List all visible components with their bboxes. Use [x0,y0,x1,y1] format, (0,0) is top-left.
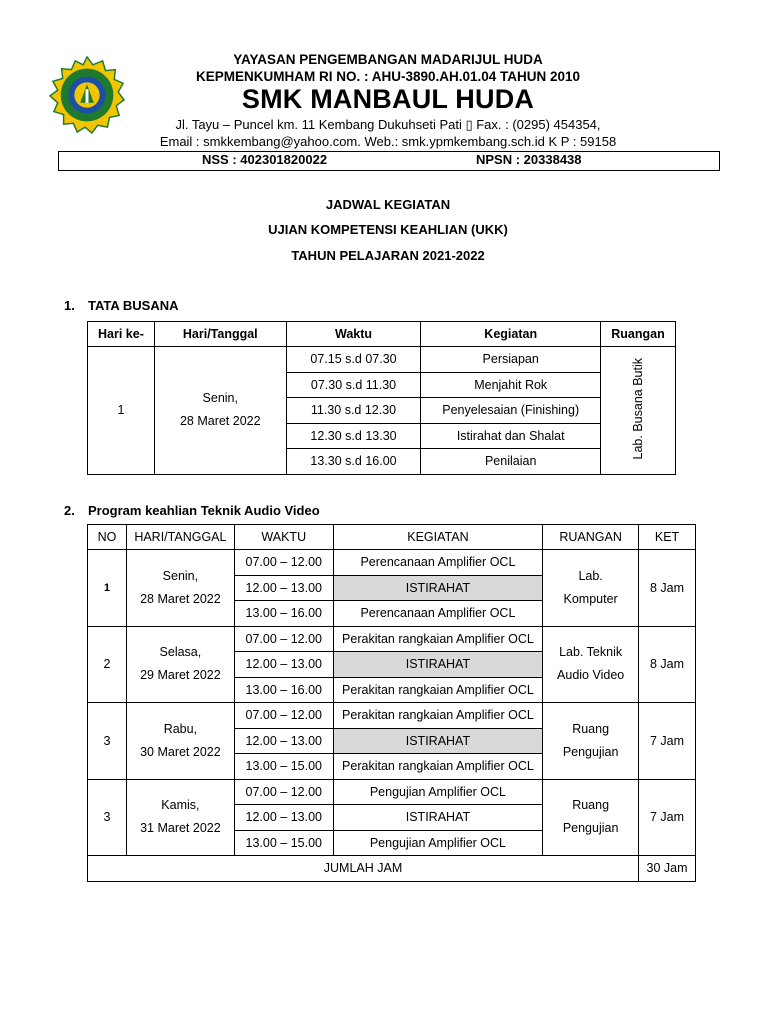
room-cell [543,626,639,703]
activity-cell: Perakitan rangkaian Amplifier OCL [333,703,543,729]
activity-cell: Perencanaan Amplifier OCL [333,550,543,576]
section-2-title: Program keahlian Teknik Audio Video [88,503,320,518]
time-cell: 07.30 s.d 11.30 [286,372,421,398]
date-cell [126,550,234,627]
time-cell: 13.00 – 15.00 [234,830,333,856]
time-cell: 12.00 – 13.00 [234,805,333,831]
doc-year: TAHUN PELAJARAN 2021-2022 [291,248,485,263]
activity-cell: Pengujian Amplifier OCL [333,779,543,805]
no-cell: 1 [88,550,127,627]
table-row [88,703,696,729]
date-cell [126,703,234,780]
time-cell: 13.00 – 15.00 [234,754,333,780]
activity-cell-break: ISTIRAHAT [333,575,543,601]
room-line: Komputer [563,591,618,606]
tata-busana-table [87,321,676,475]
table-row [88,347,676,373]
room-cell [543,779,639,856]
room-cell [543,550,639,627]
activity-cell: Pengujian Amplifier OCL [333,830,543,856]
audio-video-table [87,524,696,882]
nss-npsn-box [58,151,720,171]
activity-cell-break: ISTIRAHAT [333,805,543,831]
column-header: Hari ke- [88,322,155,347]
ket-cell: 8 Jam [639,550,696,627]
activity-cell: Menjahit Rok [421,372,601,398]
table-row [88,779,696,805]
time-cell: 12.30 s.d 13.30 [286,423,421,449]
time-cell: 11.30 s.d 12.30 [286,398,421,424]
room-line: Lab. [578,568,603,583]
date-date: 29 Maret 2022 [140,668,221,683]
column-header: KET [639,525,696,550]
section-1-number: 1. [64,298,75,313]
school-name: SMK MANBAUL HUDA [241,84,535,114]
column-header: Waktu [286,322,421,347]
ket-cell: 7 Jam [639,779,696,856]
activity-cell: Perencanaan Amplifier OCL [333,601,543,627]
time-cell: 07.00 – 12.00 [234,779,333,805]
time-cell: 12.00 – 13.00 [234,652,333,678]
doc-title: JADWAL KEGIATAN [325,197,451,212]
room-line: Lab. Teknik [559,645,623,660]
date-cell [154,347,286,475]
room-line: Audio Video [557,668,625,683]
section-1-title: TATA BUSANA [88,298,179,313]
room-cell [543,703,639,780]
activity-cell: Istirahat dan Shalat [421,423,601,449]
activity-cell-break: ISTIRAHAT [333,652,543,678]
column-header: Kegiatan [421,322,601,347]
date-date: 30 Maret 2022 [140,744,221,759]
time-cell: 13.00 – 16.00 [234,677,333,703]
total-value: 30 Jam [639,856,696,882]
column-header: NO [88,525,127,550]
activity-cell: Persiapan [421,347,601,373]
date-day: Selasa, [159,645,202,660]
school-address: Jl. Tayu – Puncel km. 11 Kembang Dukuhseti Pati ▯ Fax. : (0295) 454354, [175,117,601,132]
table-row [88,550,696,576]
column-header: HARI/TANGGAL [126,525,234,550]
time-cell: 12.00 – 13.00 [234,575,333,601]
room-line: Ruang [572,798,610,813]
total-label: JUMLAH JAM [88,856,639,882]
table-header-row [88,322,676,347]
no-cell: 3 [88,703,127,780]
date-day: Senin, [202,391,238,406]
time-cell: 07.00 – 12.00 [234,626,333,652]
total-row [88,856,696,882]
foundation-name: YAYASAN PENGEMBANGAN MADARIJUL HUDA [233,52,543,67]
no-cell: 3 [88,779,127,856]
date-cell [126,779,234,856]
table-row [88,626,696,652]
time-cell: 13.30 s.d 16.00 [286,449,421,475]
room-cell [601,347,676,475]
day-number-cell: 1 [88,347,155,475]
decree-number: KEPMENKUMHAM RI NO. : AHU-3890.AH.01.04 TAHUN 2010 [195,69,581,84]
date-day: Kamis, [161,798,200,813]
activity-cell: Perakitan rangkaian Amplifier OCL [333,677,543,703]
column-header: Ruangan [601,322,676,347]
date-day: Senin, [162,568,199,583]
nss-number: NSS : 402301820022 [202,152,328,167]
activity-cell: Perakitan rangkaian Amplifier OCL [333,754,543,780]
time-cell: 07.00 – 12.00 [234,550,333,576]
room-line: Pengujian [562,821,619,836]
date-date: 28 Maret 2022 [179,414,261,429]
date-day: Rabu, [163,721,198,736]
column-header: Hari/Tanggal [154,322,286,347]
room-label: Lab. Busana Butik [631,358,646,460]
time-cell: 13.00 – 16.00 [234,601,333,627]
section-2-heading [64,503,320,518]
activity-cell-break: ISTIRAHAT [333,728,543,754]
school-contact: Email : smkkembang@yahoo.com. Web.: smk.ypmkembang.sch.id K P : 59158 [159,134,617,149]
date-date: 31 Maret 2022 [140,821,221,836]
time-cell: 12.00 – 13.00 [234,728,333,754]
doc-subtitle: UJIAN KOMPETENSI KEAHLIAN (UKK) [268,222,508,237]
time-cell: 07.15 s.d 07.30 [286,347,421,373]
room-line: Ruang [572,721,610,736]
section-1-heading [64,298,179,313]
date-date: 28 Maret 2022 [140,591,221,606]
school-logo [48,56,126,134]
ket-cell: 7 Jam [639,703,696,780]
date-cell [126,626,234,703]
ket-cell: 8 Jam [639,626,696,703]
npsn-number: NPSN : 20338438 [476,152,582,167]
column-header: WAKTU [234,525,333,550]
section-2-number: 2. [64,503,75,518]
room-line: Pengujian [562,744,619,759]
column-header: KEGIATAN [333,525,543,550]
activity-cell: Penilaian [421,449,601,475]
activity-cell: Perakitan rangkaian Amplifier OCL [333,626,543,652]
time-cell: 07.00 – 12.00 [234,703,333,729]
activity-cell: Penyelesaian (Finishing) [421,398,601,424]
column-header: RUANGAN [543,525,639,550]
no-cell: 2 [88,626,127,703]
table-header-row [88,525,696,550]
